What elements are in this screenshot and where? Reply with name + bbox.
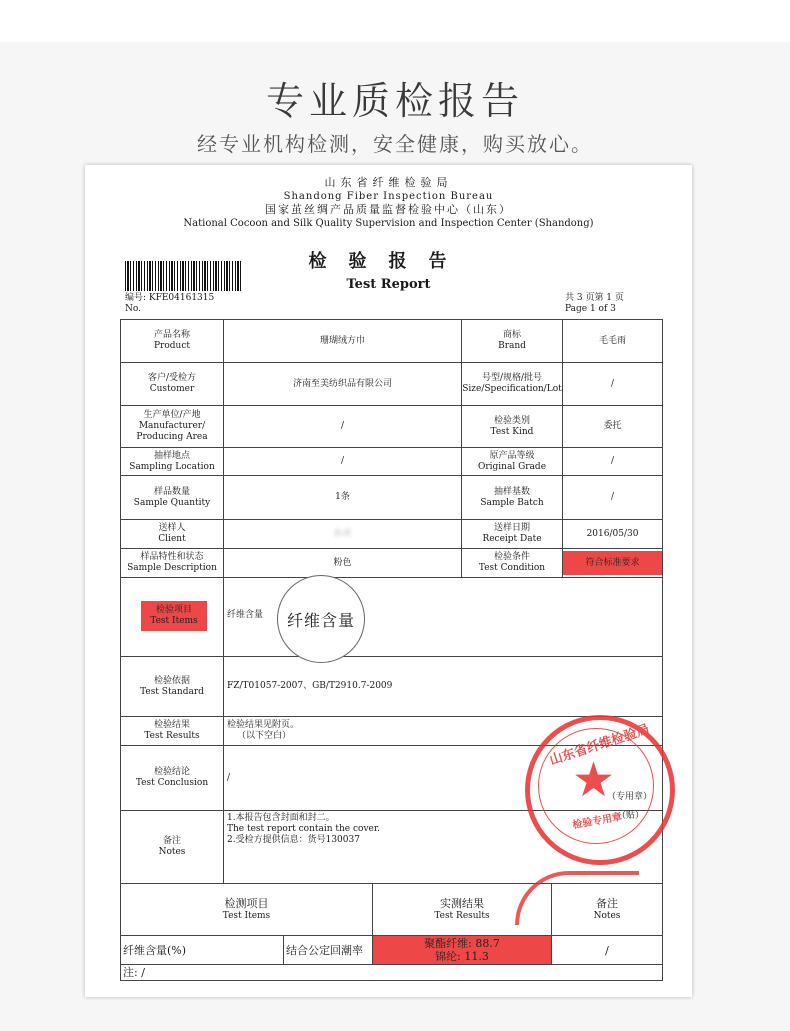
org-name-cn: 山东省纤维检验局 xyxy=(324,176,453,189)
table-line xyxy=(662,319,663,980)
inspection-stamp xyxy=(525,715,675,865)
page-title: 专业质检报告 xyxy=(265,79,524,123)
stamp-partial xyxy=(515,871,639,925)
center-name-cn: 国家茧丝绸产品质量监督检验中心（山东） xyxy=(265,203,512,216)
value-conclusion: / xyxy=(227,772,231,783)
table-line xyxy=(120,980,663,981)
report-title-en: Test Report xyxy=(346,277,431,292)
label-test-standard: 检验依据 Test Standard xyxy=(140,675,204,697)
label-product: 产品名称 Product xyxy=(153,330,190,351)
label-batch: 抽样基数 Sample Batch xyxy=(480,486,544,508)
fiber-content-circle: 纤维含量 xyxy=(277,575,365,663)
barcode xyxy=(125,261,241,291)
page-subtitle: 经专业机构检测，安全健康，购买放心。 xyxy=(197,132,593,156)
value-test-kind: 委托 xyxy=(603,421,622,431)
label-sampling: 抽样地点 Sampling Location xyxy=(129,450,215,472)
label-spec: 号型/规格/批号 Size/Specification/Lot xyxy=(462,373,562,394)
label-quantity: 样品数量 Sample Quantity xyxy=(133,486,211,508)
label-test-kind: 检验类别 Test Kind xyxy=(490,415,534,437)
top-band xyxy=(0,0,790,42)
table-line xyxy=(120,577,663,578)
label-test-condition: 检验条件 Test Condition xyxy=(478,552,546,573)
value-client: 孙虎 xyxy=(333,528,352,539)
row-test-result: 聚酯纤维: 88.7 锦纶: 11.3 xyxy=(373,936,551,964)
label-conclusion: 检验结论 Test Conclusion xyxy=(135,767,209,788)
page-count-en: Page 1 of 3 xyxy=(565,304,616,314)
value-batch: / xyxy=(610,492,615,502)
label-sample-desc: 样品特性和状态 Sample Description xyxy=(127,552,217,573)
header-notes: 备注 Notes xyxy=(593,896,621,921)
label-grade: 原产品等级 Original Grade xyxy=(477,450,547,472)
value-customer: 济南至美纺织品有限公司 xyxy=(292,378,392,389)
value-receipt-date: 2016/05/30 xyxy=(586,528,639,539)
value-sampling: / xyxy=(340,456,345,466)
label-client: 送样人 Client xyxy=(158,523,186,544)
stamp-subtext: 检验专用章 xyxy=(571,811,623,832)
report-title-cn: 检验报告 xyxy=(308,251,469,272)
stamp-text: 山东省纤维检验局 xyxy=(547,722,652,769)
label-manufacturer: 生产单位/产地 Manufacturer/ Producing Area xyxy=(136,410,208,442)
value-test-condition: 符合标准要求 xyxy=(563,551,662,575)
row-test-method: 结合公定回潮率 xyxy=(286,943,363,957)
star-icon: ★ xyxy=(572,752,616,808)
seal-note-2: （贴） xyxy=(617,811,645,821)
value-sample-desc: 粉色 xyxy=(333,557,352,568)
page-count-cn: 共 3 页第 1 页 xyxy=(565,293,624,303)
value-test-items: 纤维含量 xyxy=(227,609,264,620)
row-note: / xyxy=(605,943,609,957)
header-test-results: 实测结果 Test Results xyxy=(434,896,490,921)
table-line xyxy=(283,935,284,964)
footer-note: 注: / xyxy=(123,966,145,979)
value-product: 珊瑚绒方巾 xyxy=(319,335,365,346)
value-spec: / xyxy=(610,378,615,389)
value-quantity: 1条 xyxy=(335,492,350,502)
report-number: 编号: KFE04161315 xyxy=(125,293,215,303)
report-number-en: No. xyxy=(125,304,141,314)
header-test-items: 检测项目 Test Items xyxy=(222,896,271,921)
label-notes: 备注 Notes xyxy=(158,836,186,857)
value-notes: 1.本报告包含封面和封二。 The test report contain the cover. 2.受检方提供信息：货号130037 xyxy=(227,813,381,845)
seal-note: （专用章） xyxy=(607,792,653,802)
label-brand: 商标 Brand xyxy=(498,330,526,351)
value-test-standard: FZ/T01057-2007、GB/T2910.7-2009 xyxy=(227,681,393,691)
value-grade: / xyxy=(610,456,615,466)
label-receipt-date: 送样日期 Receipt Date xyxy=(482,523,542,544)
center-name-en: National Cocoon and Silk Quality Supervision and Inspection Center (Shandong) xyxy=(183,218,594,229)
row-test-item: 纤维含量(%) xyxy=(123,943,187,957)
label-test-results: 检验结果 Test Results xyxy=(144,720,200,741)
label-test-items: 检验项目 Test Items xyxy=(141,601,207,631)
report-document xyxy=(85,165,692,997)
value-brand: 毛毛雨 xyxy=(598,335,626,346)
label-customer: 客户/受检方 Customer xyxy=(147,373,197,394)
value-manufacturer: / xyxy=(340,421,345,431)
value-test-results: 检验结果见附页。 （以下空白） xyxy=(227,720,300,741)
org-name-en: Shandong Fiber Inspection Bureau xyxy=(283,191,494,202)
